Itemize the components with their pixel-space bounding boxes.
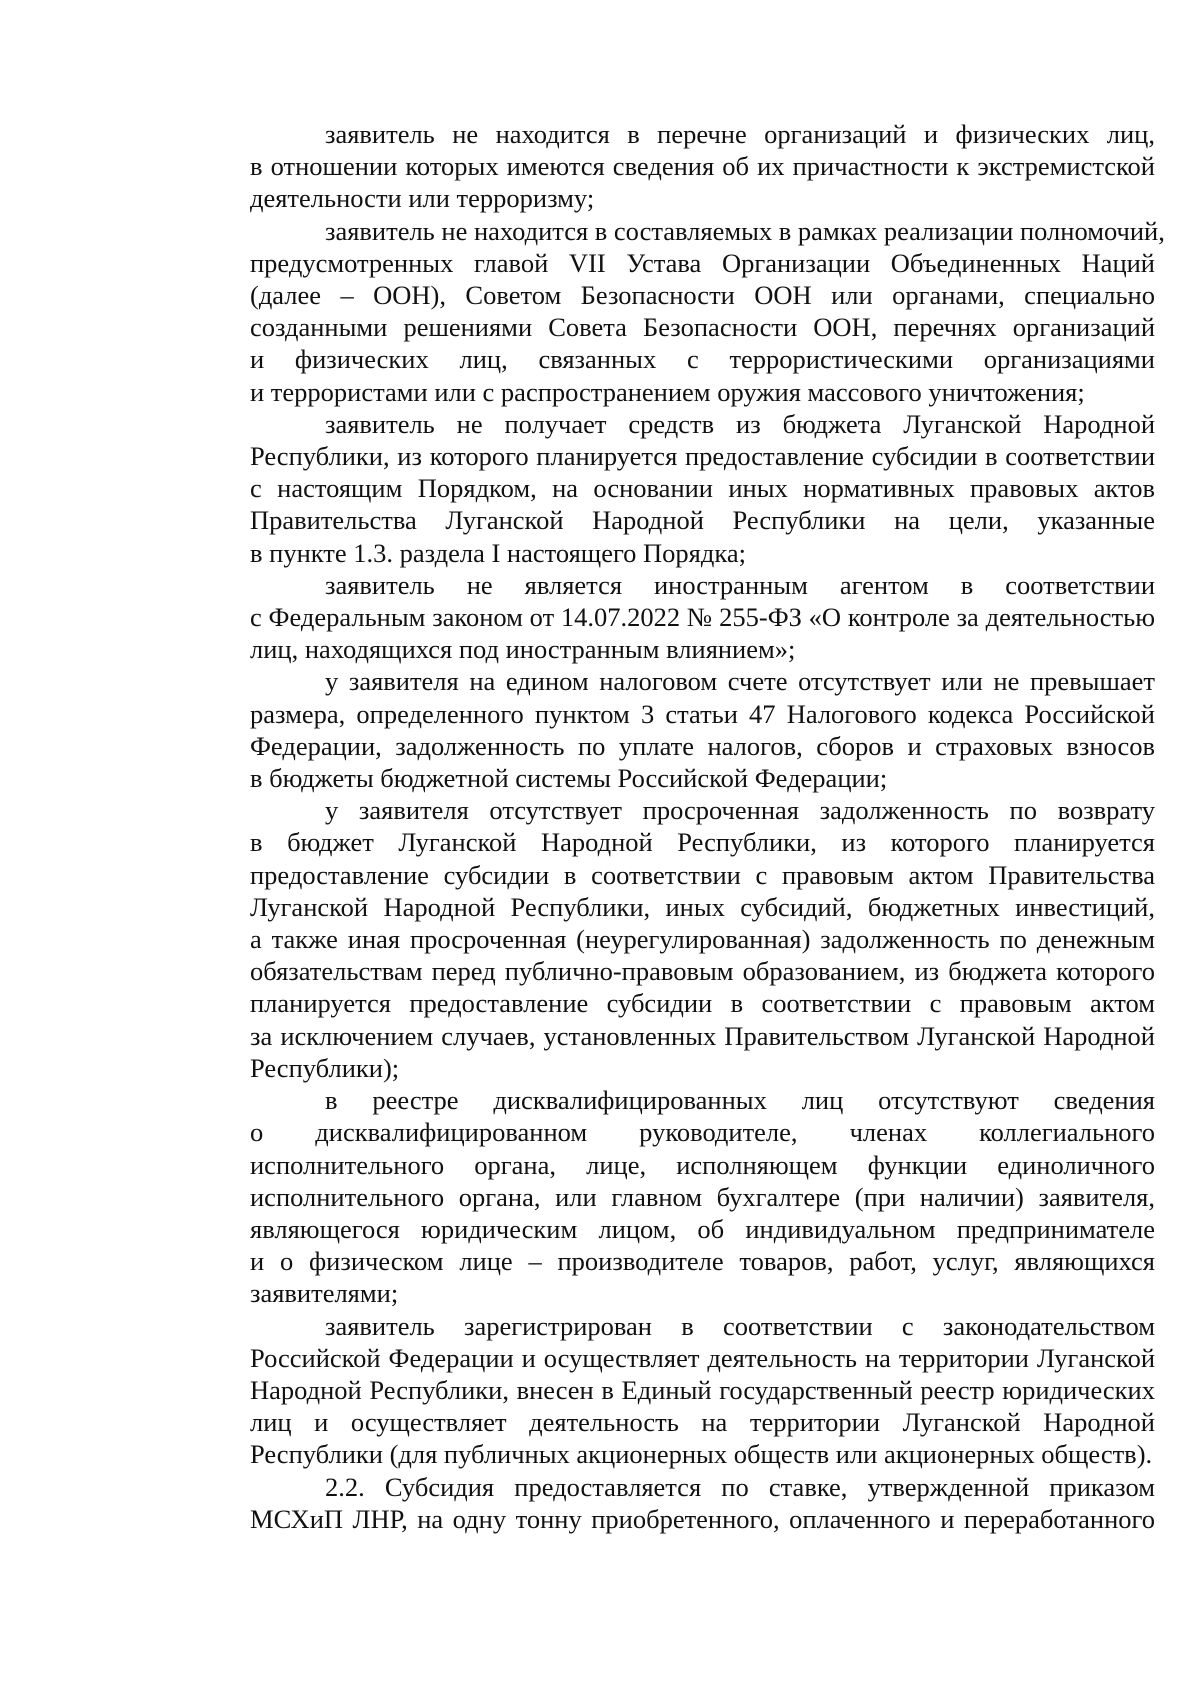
text-line: Луганской Народной Республики, иных субсидий, бюджетных инвестиций, xyxy=(250,891,1155,922)
text-line: исполнительного органа, или главном бухгалтере (при наличии) заявителя, xyxy=(250,1181,1155,1212)
text-line: (далее – ООН), Советом Безопасности ООН или органами, специально xyxy=(250,280,1155,311)
text-line: заявитель не является иностранным агентом в соответствии xyxy=(325,569,1155,600)
paragraph-un-sanctions xyxy=(175,215,1165,408)
text-line: заявитель не находится в перечне организаций и физических лиц, xyxy=(325,119,1155,149)
text-line: и террористами или с распространением оружия массового уничтожения; xyxy=(250,376,1085,407)
text-line: Республики (для публичных акционерных обществ или акционерных обществ). xyxy=(250,1439,1153,1470)
text-line: Республики); xyxy=(250,1052,400,1083)
text-line: являющегося юридическим лицом, об индивидуальном предпринимателе xyxy=(250,1213,1155,1244)
text-line: 2.2. Субсидия предоставляется по ставке, утвержденной приказом xyxy=(325,1471,1155,1502)
text-line: предусмотренных главой VII Устава Организации Объединенных Наций xyxy=(250,247,1155,278)
text-line: и о физическом лице – производителе товаров, работ, услуг, являющихся xyxy=(250,1246,1155,1277)
paragraph-registration xyxy=(175,1310,1155,1471)
text-line: о дисквалифицированном руководителе, членах коллегиального xyxy=(250,1117,1155,1148)
text-line: Народной Республики, внесен в Единый государственный реестр юридических xyxy=(250,1374,1155,1405)
text-line: деятельности или терроризму; xyxy=(250,183,595,214)
text-line: с настоящим Порядком, на основании иных нормативных правовых актов xyxy=(250,473,1155,504)
text-line: и физических лиц, связанных с террористическими организациями xyxy=(250,344,1155,375)
text-line: созданными решениями Совета Безопасности ООН, перечнях организаций xyxy=(250,312,1155,343)
paragraph-tax-debt xyxy=(175,665,1155,794)
text-line: лиц, находящихся под иностранным влиянием»; xyxy=(250,634,796,665)
document-page xyxy=(175,118,1165,1535)
text-line: Российской Федерации и осуществляет деятельность на территории Луганской xyxy=(250,1342,1155,1373)
paragraph-subsidy-rate xyxy=(175,1471,1155,1535)
text-line: предоставление субсидии в соответствии с правовым актом Правительства xyxy=(250,859,1155,890)
text-line: исполнительного органа, лице, исполняющем функции единоличного xyxy=(250,1149,1155,1180)
text-line: а также иная просроченная (неурегулированная) задолженность по денежным xyxy=(250,924,1155,955)
text-line: в реестре дисквалифицированных лиц отсутствуют сведения xyxy=(325,1085,1155,1116)
text-line: в отношении которых имеются сведения об их причастности к экстремистской xyxy=(250,151,1155,182)
text-line: заявителями; xyxy=(250,1278,399,1309)
text-line: в пункте 1.3. раздела I настоящего Порядка; xyxy=(250,537,746,568)
text-line: заявитель не находится в составляемых в рамках реализации полномочий, xyxy=(325,215,1165,246)
paragraph-foreign-agent xyxy=(175,569,1155,666)
text-line: планируется предоставление субсидии в соответствии с правовым актом xyxy=(250,988,1155,1019)
text-line: заявитель не получает средств из бюджета Луганской Народной xyxy=(325,408,1155,439)
paragraph-budget-funds xyxy=(175,408,1155,569)
text-line: Федерации, задолженность по уплате налогов, сборов и страховых взносов xyxy=(250,730,1155,761)
text-line: обязательствам перед публично-правовым образованием, из бюджета которого xyxy=(250,956,1155,987)
text-line: МСХиП ЛНР, на одну тонну приобретенного, оплаченного и переработанного xyxy=(250,1503,1155,1534)
text-line: в бюджеты бюджетной системы Российской Федерации; xyxy=(250,763,888,794)
paragraph-overdue-debt xyxy=(175,794,1155,1084)
text-line: Правительства Луганской Народной Республики на цели, указанные xyxy=(250,505,1155,536)
text-line: заявитель зарегистрирован в соответствии с законодательством xyxy=(325,1310,1155,1341)
paragraph-extremism xyxy=(175,118,1155,215)
text-line: с Федеральным законом от 14.07.2022 № 255-ФЗ «О контроле за деятельностью xyxy=(250,602,1155,633)
text-line: у заявителя на едином налоговом счете отсутствует или не превышает xyxy=(325,666,1155,697)
text-line: Республики, из которого планируется предоставление субсидии в соответствии xyxy=(250,441,1155,472)
text-line: в бюджет Луганской Народной Республики, из которого планируется xyxy=(250,827,1155,858)
text-line: за исключением случаев, установленных Правительством Луганской Народной xyxy=(250,1020,1155,1051)
text-line: размера, определенного пунктом 3 статьи 47 Налогового кодекса Российской xyxy=(250,698,1155,729)
text-line: у заявителя отсутствует просроченная задолженность по возврату xyxy=(325,795,1155,826)
text-line: лиц и осуществляет деятельность на территории Луганской Народной xyxy=(250,1407,1155,1438)
paragraph-disqualified-persons xyxy=(175,1084,1155,1309)
